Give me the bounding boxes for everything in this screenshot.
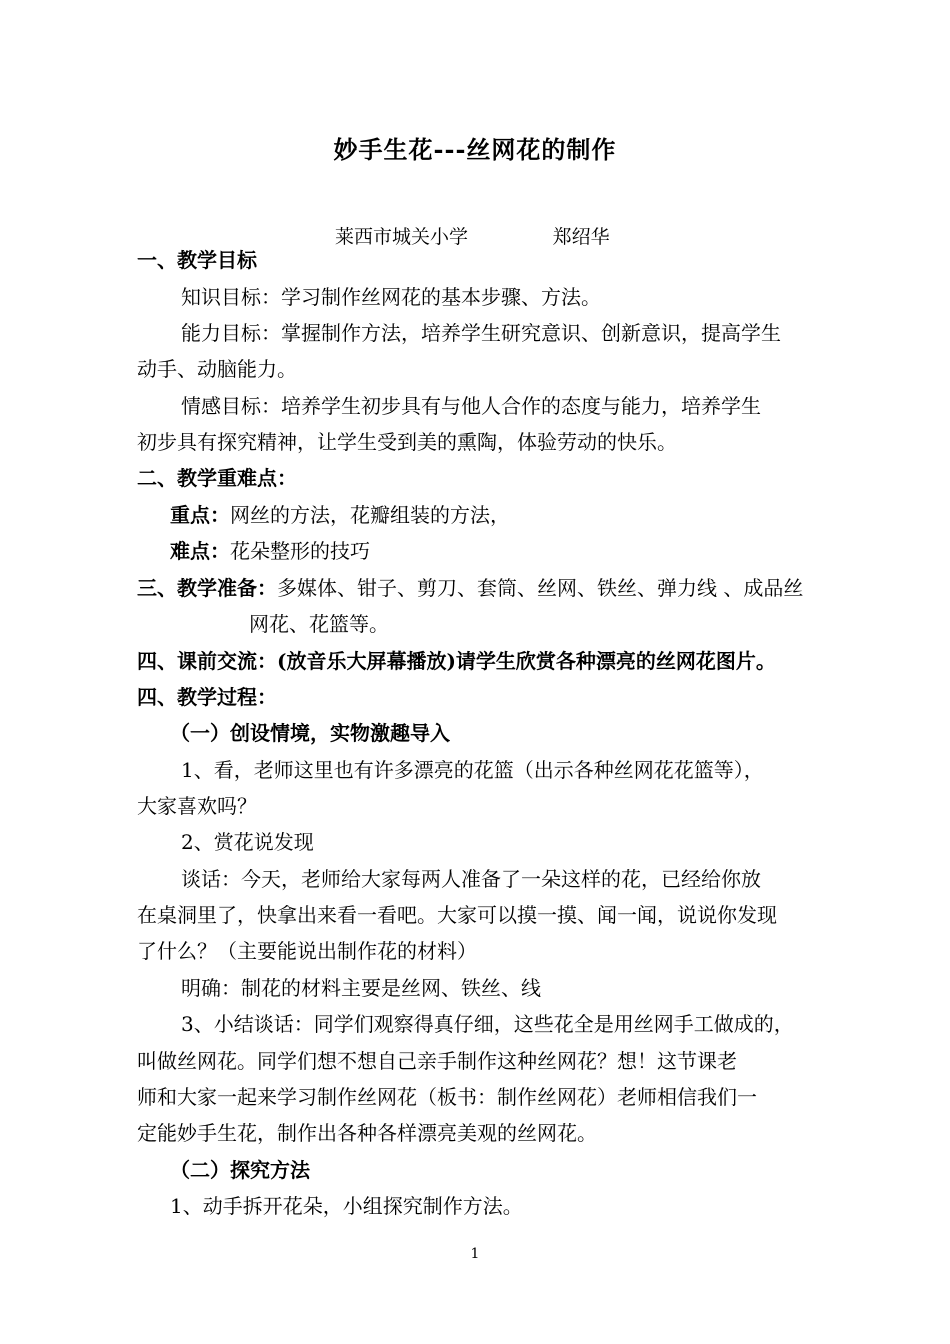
section-heading-process: 四、教学过程： [137, 685, 277, 709]
paragraph-line: 初步具有探究精神，让学生受到美的熏陶，体验劳动的快乐。 [137, 430, 677, 454]
preparation-text: 多媒体、钳子、剪刀、套筒、丝网、铁丝、弹力线 、成品丝 [277, 576, 804, 600]
section-heading-pre-class: 四、课前交流：(放音乐大屏幕播放)请学生欣赏各种漂亮的丝网花图片。 [137, 649, 776, 673]
paragraph-line: 在桌洞里了，快拿出来看一看吧。大家可以摸一摸、闻一闻，说说你发现 [137, 903, 777, 927]
paragraph-line: 动手、动脑能力。 [137, 357, 297, 381]
section-heading-key-points: 二、教学重难点： [137, 466, 297, 490]
document-title: 妙手生花---丝网花的制作 [333, 135, 617, 164]
paragraph-line: 谈话：今天，老师给大家每两人准备了一朵这样的花，已经给你放 [181, 867, 761, 891]
difficult-point-text: 花朵整形的技巧 [230, 539, 370, 563]
preparation-line [137, 575, 803, 601]
section-heading-objectives: 一、教学目标 [137, 248, 257, 272]
paragraph-line: 师和大家一起来学习制作丝网花（板书：制作丝网花）老师相信我们一 [137, 1085, 757, 1109]
difficult-point-line [170, 538, 370, 564]
paragraph-line: 明确：制花的材料主要是丝网、铁丝、线 [181, 976, 541, 1000]
paragraph-line: 3、小结谈话：同学们观察得真仔细，这些花全是用丝网手工做成的， [181, 1012, 794, 1036]
paragraph-line: 网花、花篮等。 [249, 612, 389, 636]
paragraph-line: 叫做丝网花。同学们想不想自己亲手制作这种丝网花？想！这节课老 [137, 1049, 737, 1073]
subsection-heading: （二）探究方法 [170, 1158, 310, 1182]
paragraph-line: 大家喜欢吗？ [137, 794, 257, 818]
difficult-point-label: 难点： [170, 539, 230, 563]
key-point-text: 网丝的方法，花瓣组装的方法， [230, 503, 510, 527]
author-school: 莱西市城关小学 [335, 226, 469, 248]
section-heading-preparation: 三、教学准备： [137, 576, 277, 600]
paragraph-line: 定能妙手生花，制作出各种各样漂亮美观的丝网花。 [137, 1121, 597, 1145]
paragraph-line: 1、看，老师这里也有许多漂亮的花篮（出示各种丝网花花篮等）， [181, 758, 764, 782]
paragraph-line: 了什么？（主要能说出制作花的材料） [137, 939, 477, 963]
key-point-line [170, 502, 510, 528]
subsection-heading: （一）创设情境，实物激趣导入 [170, 721, 450, 745]
page-number: 1 [470, 1246, 480, 1262]
key-point-label: 重点： [170, 503, 230, 527]
paragraph-line: 1、动手拆开花朵，小组探究制作方法。 [170, 1194, 523, 1218]
paragraph-line: 2、赏花说发现 [181, 830, 314, 854]
paragraph-line: 情感目标：培养学生初步具有与他人合作的态度与能力，培养学生 [181, 394, 761, 418]
author-name: 郑绍华 [552, 226, 610, 248]
paragraph-line: 能力目标：掌握制作方法，培养学生研究意识、创新意识，提高学生 [181, 321, 781, 345]
paragraph-line: 知识目标：学习制作丝网花的基本步骤、方法。 [181, 285, 601, 309]
author-line [335, 222, 610, 249]
